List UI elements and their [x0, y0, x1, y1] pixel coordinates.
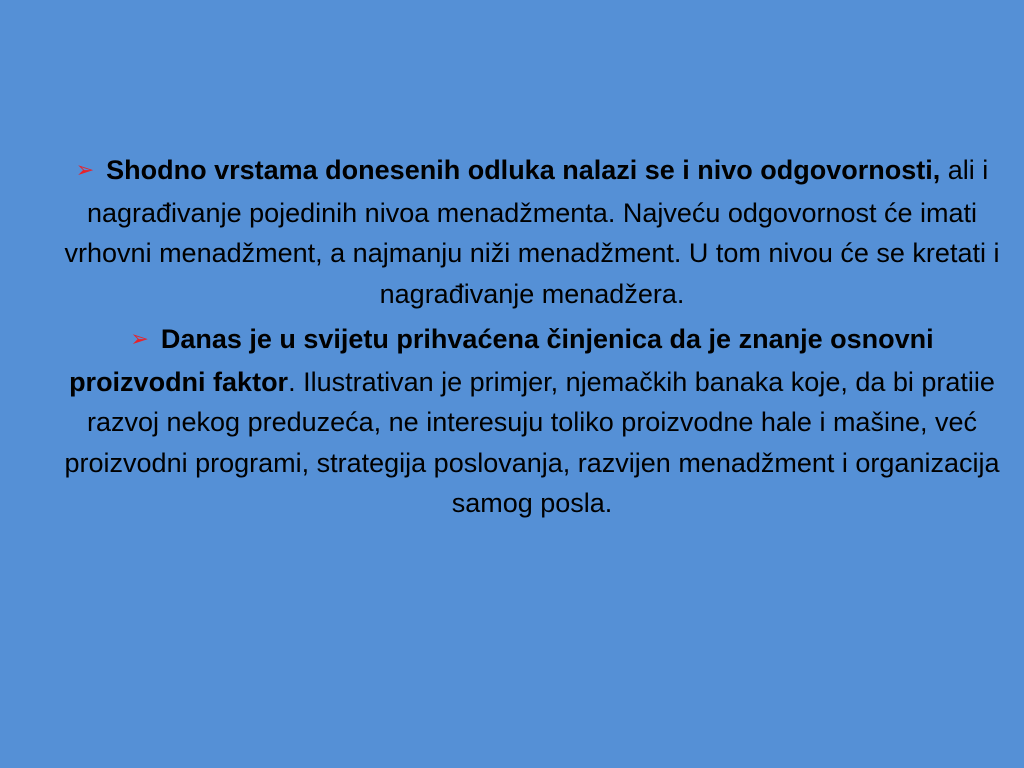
paragraph-2	[60, 319, 1004, 524]
paragraph-1-text: ali i nagrađivanje pojedinih nivoa menadžmenta. Najveću odgovornost će imati vrhovni menadžment, a najmanju niži menadžment. U tom nivou će se kretati i nagrađivanje menadžera.	[64, 155, 1000, 309]
paragraph-2-bold-text: Danas je u svijetu prihvaćena činjenica da je znanje osnovni proizvodni faktor	[69, 324, 934, 397]
paragraph-1-bold-text: Shodno vrstama donesenih odluka nalazi se i nivo odgovornosti,	[106, 155, 941, 185]
slide-content	[60, 150, 1004, 524]
arrow-bullet-icon: ➢	[130, 326, 149, 351]
paragraph-1	[60, 150, 1004, 314]
arrow-bullet-icon: ➢	[75, 157, 95, 182]
paragraph-2-text: . Ilustrativan je primjer, njemačkih banaka koje, da bi pratiie razvoj nekog preduzeća, ne interesuju toliko proizvodne hale i mašine, već proizvodni programi, strategija poslovanja, razvijen menadžment i organizacija samog posla.	[64, 366, 1000, 518]
